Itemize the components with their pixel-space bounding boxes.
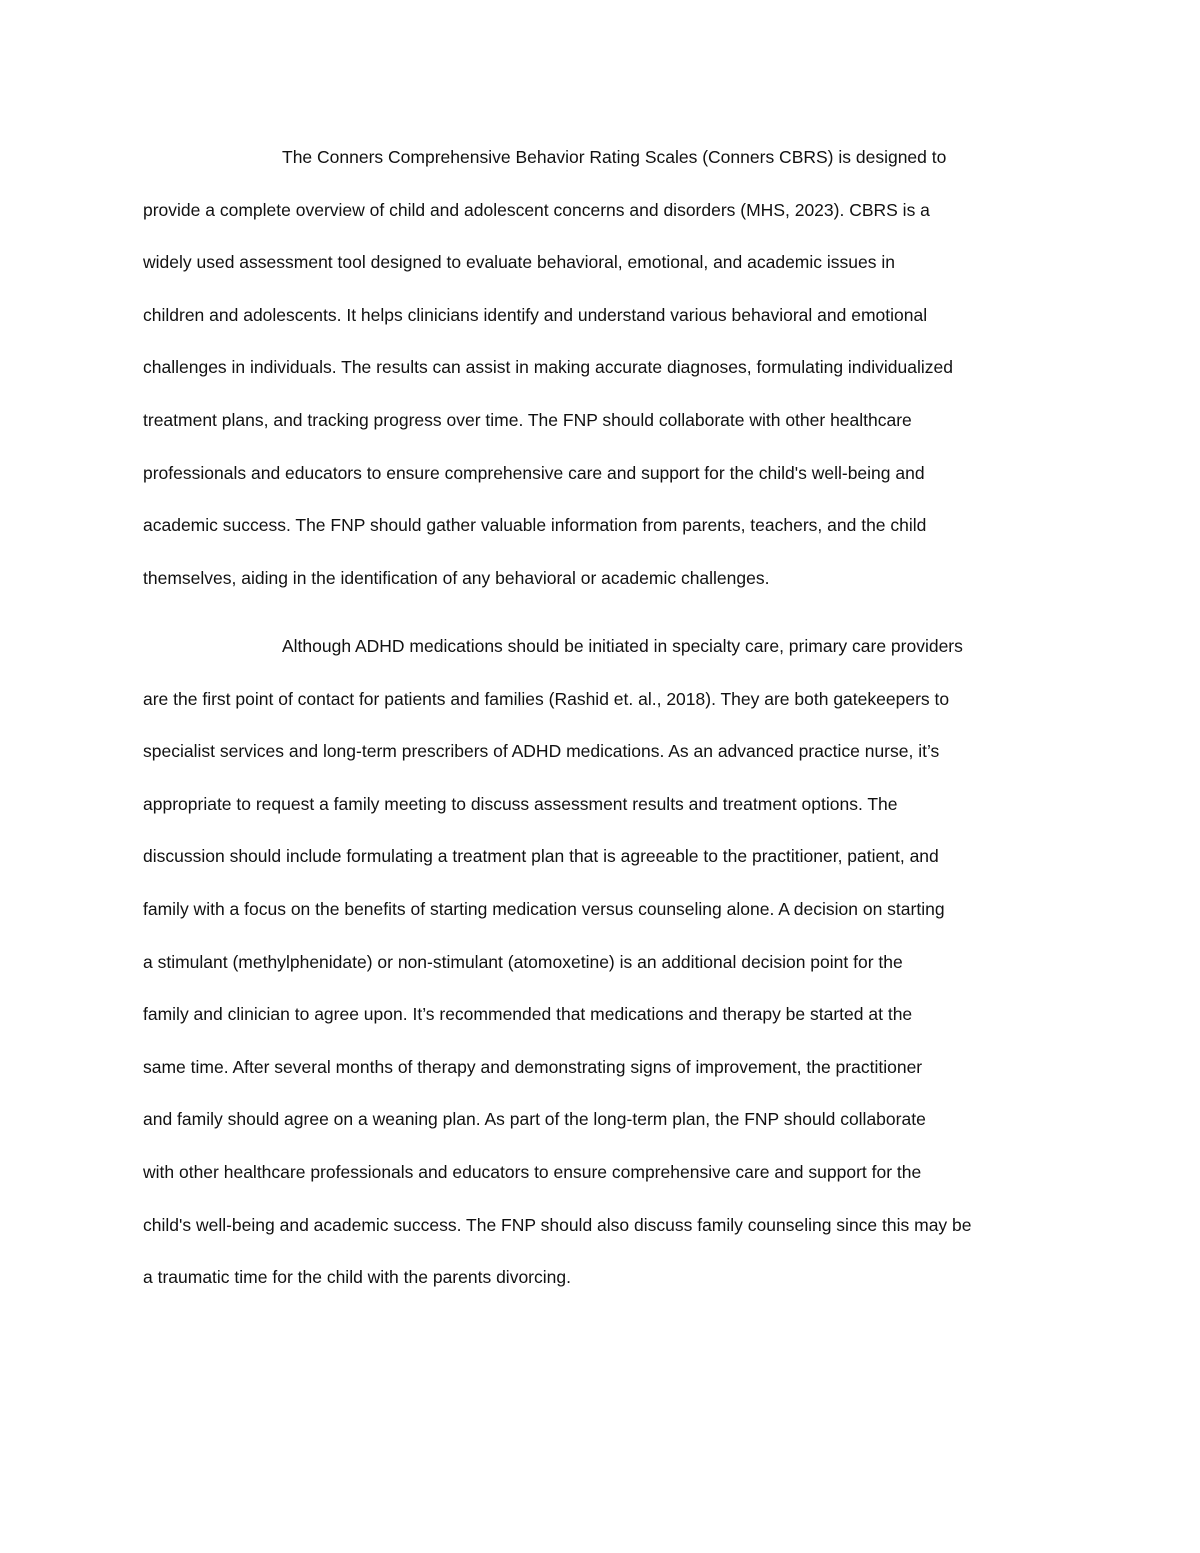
paragraph-line: appropriate to request a family meeting to discuss assessment results and treatment options. The [143,793,898,814]
paragraph-line: academic success. The FNP should gather valuable information from parents, teachers, and the child [143,515,927,536]
paragraph-line: Although ADHD medications should be initiated in specialty care, primary care providers [282,636,963,656]
paragraph-line: child's well-being and academic success. The FNP should also discuss family counseling since this may be [143,1214,972,1235]
paragraph-line: professionals and educators to ensure comprehensive care and support for the child's well-being and [143,462,925,483]
paragraph-adhd-medications [143,632,1063,1316]
paragraph-line: The Conners Comprehensive Behavior Rating Scales (Conners CBRS) is designed to [282,147,947,167]
paragraph-line: with other healthcare professionals and educators to ensure comprehensive care and support for the [143,1161,922,1182]
paragraph-line: and family should agree on a weaning plan. As part of the long-term plan, the FNP should collaborate [143,1109,926,1130]
paragraph-line: family and clinician to agree upon. It’s recommended that medications and therapy be started at the [143,1004,913,1025]
paragraph-line: same time. After several months of therapy and demonstrating signs of improvement, the practitioner [143,1056,923,1077]
paragraph-line: family with a focus on the benefits of starting medication versus counseling alone. A decision on starting [143,898,945,919]
paragraph-line: specialist services and long-term prescribers of ADHD medications. As an advanced practice nurse, it’s [143,741,940,762]
paragraph-line: a traumatic time for the child with the parents divorcing. [143,1267,571,1288]
paragraph-line: themselves, aiding in the identification of any behavioral or academic challenges. [143,567,770,588]
paragraph-line: widely used assessment tool designed to evaluate behavioral, emotional, and academic issues in [143,252,895,273]
paragraph-line: provide a complete overview of child and adolescent concerns and disorders (MHS, 2023). CBRS is a [143,199,930,220]
paragraph-line: treatment plans, and tracking progress over time. The FNP should collaborate with other healthcare [143,409,912,430]
paragraph-line: a stimulant (methylphenidate) or non-stimulant (atomoxetine) is an additional decision point for the [143,951,903,972]
paragraph-conners-cbrs [143,143,1063,616]
paragraph-line: challenges in individuals. The results can assist in making accurate diagnoses, formulating individualized [143,357,953,378]
paragraph-line: children and adolescents. It helps clinicians identify and understand various behavioral and emotional [143,304,928,325]
paragraph-line: are the first point of contact for patients and families (Rashid et. al., 2018). They are both gatekeepers to [143,688,950,709]
paragraph-line: discussion should include formulating a treatment plan that is agreeable to the practitioner, patient, and [143,846,939,867]
